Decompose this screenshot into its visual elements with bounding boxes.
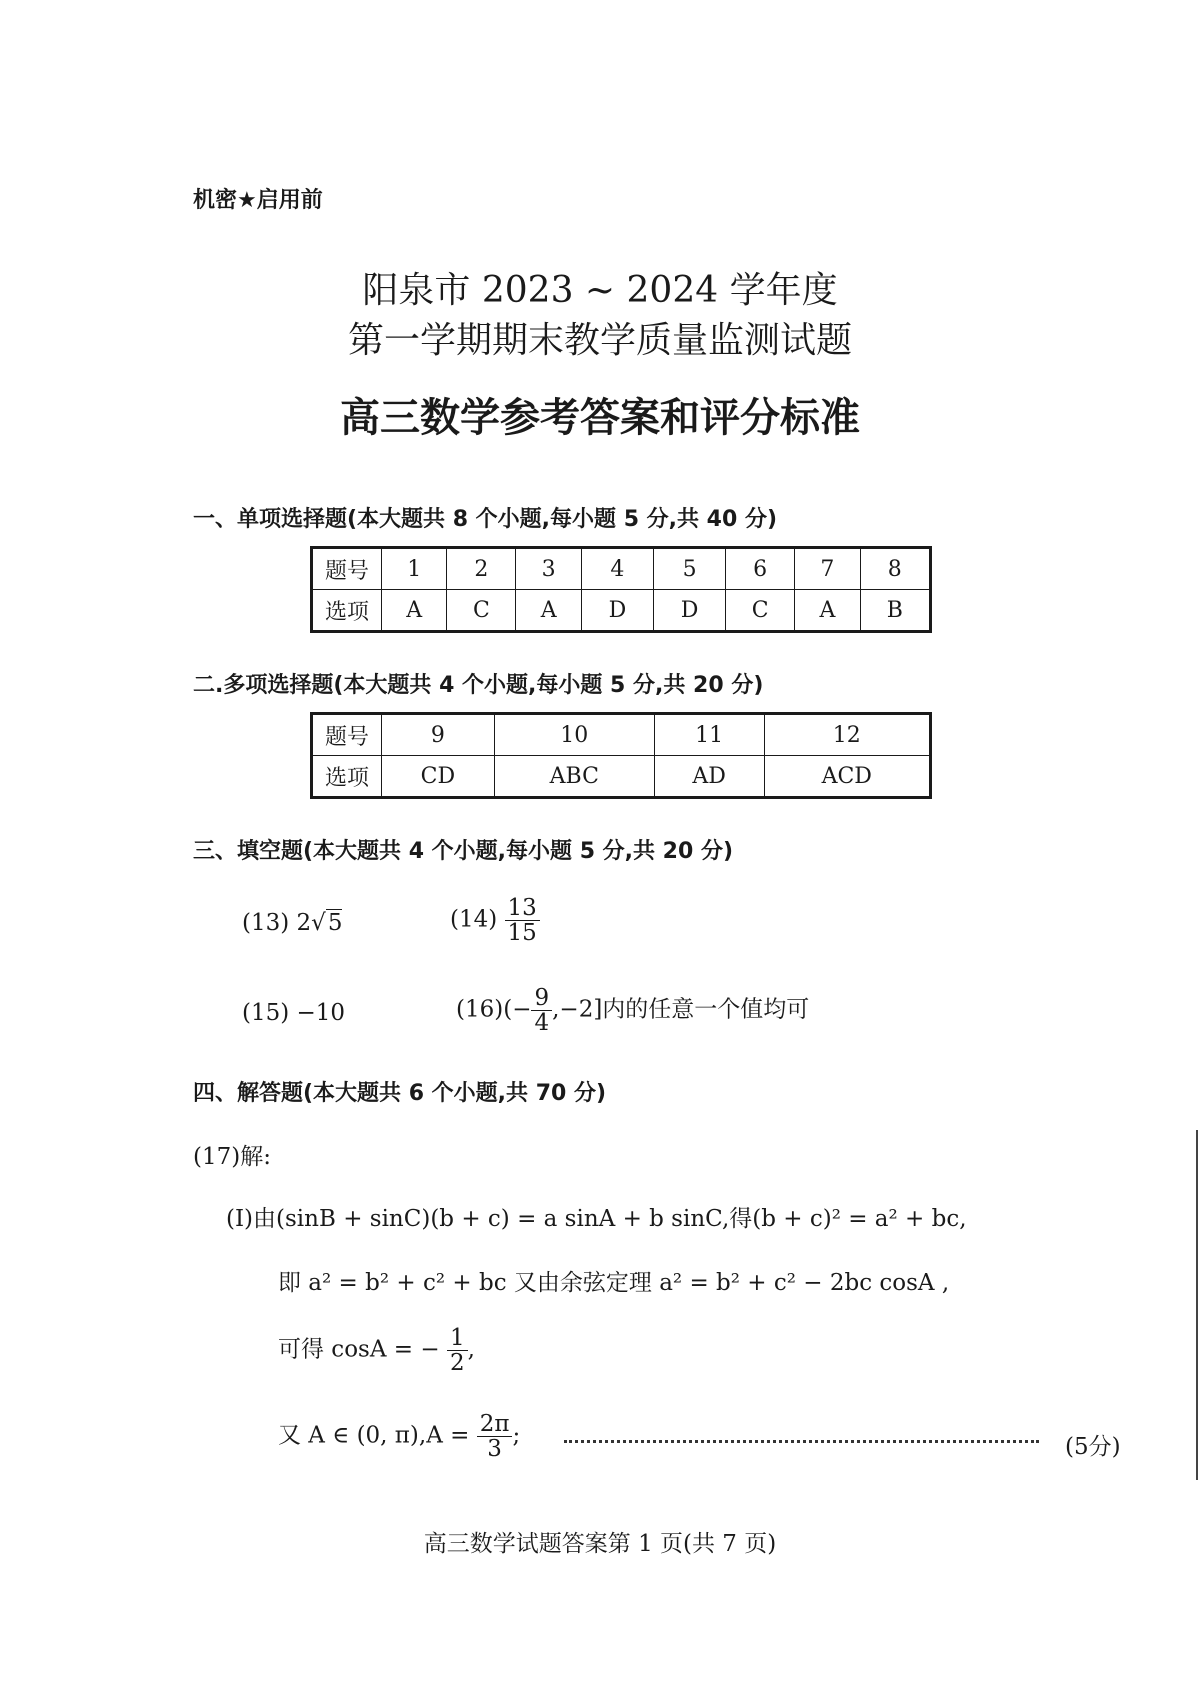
interval-tail: ,−2]内的任意一个值均可 <box>552 996 810 1023</box>
denominator: 3 <box>487 1436 502 1463</box>
table-cell: 4 <box>581 548 653 590</box>
table-cell: B <box>860 590 930 632</box>
section-heading-fill-blank: 三、填空题(本大题共 4 个小题,每小题 5 分,共 20 分) <box>193 839 734 864</box>
scan-edge-line <box>1196 1130 1198 1480</box>
table-cell: 9 <box>382 714 495 756</box>
score-label: (5分) <box>1065 1434 1121 1460</box>
solution-17-label: (17)解: <box>193 1144 271 1170</box>
table-cell: CD <box>382 756 495 798</box>
punctuation: ; <box>512 1422 521 1449</box>
row-label-answer: 选项 <box>312 590 382 632</box>
document-title: 高三数学参考答案和评分标准 <box>340 395 860 441</box>
row-label-answer: 选项 <box>312 756 382 798</box>
exam-title-line1: 阳泉市 2023 ~ 2024 学年度 <box>362 270 838 311</box>
table-cell: 5 <box>653 548 725 590</box>
equation-text: 又 A ∈ (0, π),A = <box>278 1422 470 1449</box>
numerator: 9 <box>531 986 552 1011</box>
table-cell: ABC <box>494 756 654 798</box>
question-number: (15) <box>242 1000 290 1026</box>
question-number: (14) <box>450 906 498 933</box>
table-cell: 7 <box>795 548 860 590</box>
table-cell: ACD <box>764 756 931 798</box>
answer-radicand: 5 <box>327 910 343 936</box>
answer-15 <box>242 1000 345 1026</box>
fraction <box>477 1412 513 1461</box>
answer-14 <box>450 896 540 945</box>
table-cell: 1 <box>382 548 447 590</box>
row-label-question: 题号 <box>312 548 382 590</box>
section-heading-solutions: 四、解答题(本大题共 6 个小题,共 70 分) <box>193 1081 607 1106</box>
table-cell: A <box>795 590 860 632</box>
answer-13: (13) 2√5 <box>242 910 343 936</box>
solution-17-line3 <box>278 1326 475 1375</box>
denominator: 2 <box>449 1350 465 1377</box>
exam-title-line2: 第一学期期末教学质量监测试题 <box>347 320 852 361</box>
confidential-label: 机密★启用前 <box>193 188 323 213</box>
table-cell: 6 <box>726 548 795 590</box>
table-row <box>312 548 931 590</box>
table-cell: A <box>516 590 581 632</box>
dotted-leader <box>564 1436 1039 1443</box>
multi-choice-answer-table <box>310 712 932 799</box>
table-cell: 11 <box>654 714 764 756</box>
table-cell: D <box>581 590 653 632</box>
table-cell: AD <box>654 756 764 798</box>
answer-16 <box>456 986 809 1035</box>
fraction <box>505 896 540 945</box>
table-row <box>312 714 931 756</box>
fraction <box>531 986 552 1035</box>
table-cell: D <box>653 590 725 632</box>
answer-coef: 2 <box>296 910 312 936</box>
table-row <box>312 756 931 798</box>
table-cell: C <box>726 590 795 632</box>
section-heading-multi-choice: 二.多项选择题(本大题共 4 个小题,每小题 5 分,共 20 分) <box>193 673 764 698</box>
solution-17-line4 <box>278 1412 520 1461</box>
table-cell: 12 <box>764 714 931 756</box>
question-number: (16) <box>456 996 504 1023</box>
section-heading-single-choice: 一、单项选择题(本大题共 8 个小题,每小题 5 分,共 40 分) <box>193 507 778 532</box>
row-label-question: 题号 <box>312 714 382 756</box>
solution-17-line1: (Ⅰ)由(sinB + sinC)(b + c) = a sinA + b sinC,得(b + c)² = a² + bc, <box>226 1206 967 1232</box>
numerator: 1 <box>447 1326 468 1351</box>
answer-value: −10 <box>296 1000 346 1026</box>
solution-17-line2: 即 a² = b² + c² + bc 又由余弦定理 a² = b² + c² − 2bc cosA , <box>278 1270 950 1296</box>
table-row <box>312 590 931 632</box>
denominator: 4 <box>534 1010 550 1037</box>
single-choice-answer-table <box>310 546 932 633</box>
punctuation: , <box>467 1336 475 1363</box>
denominator: 15 <box>507 920 537 947</box>
table-cell: 8 <box>860 548 930 590</box>
table-cell: 10 <box>494 714 654 756</box>
interval-open: (− <box>503 996 532 1023</box>
question-number: (13) <box>242 910 290 936</box>
fraction <box>447 1326 468 1375</box>
numerator: 13 <box>505 896 540 921</box>
table-cell: 2 <box>447 548 516 590</box>
table-cell: 3 <box>516 548 581 590</box>
numerator: 2π <box>477 1412 513 1437</box>
page-footer: 高三数学试题答案第 1 页(共 7 页) <box>423 1531 777 1557</box>
table-cell: A <box>382 590 447 632</box>
table-cell: C <box>447 590 516 632</box>
equation-text: 可得 cosA = − <box>278 1336 440 1363</box>
